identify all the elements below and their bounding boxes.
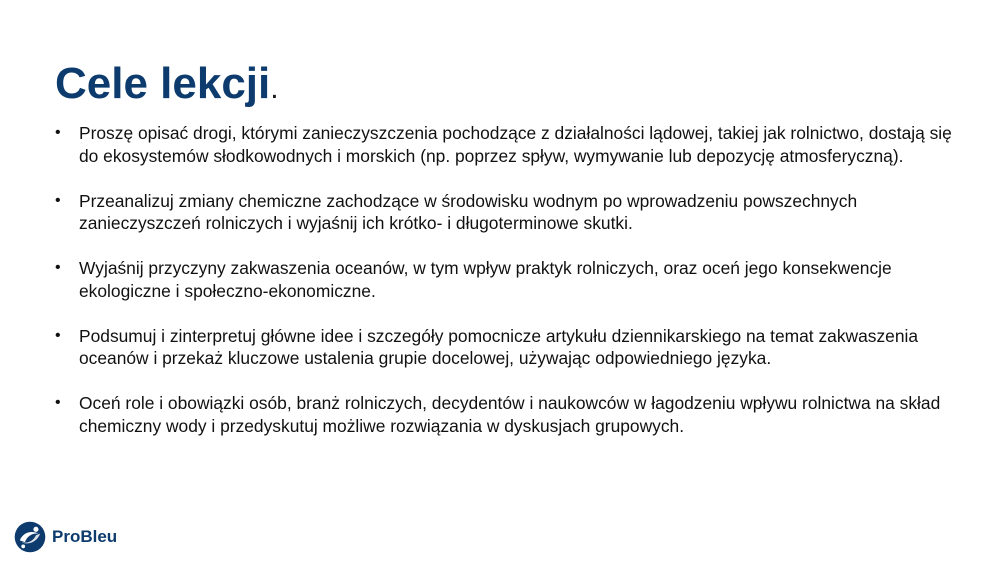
objective-item-4: • Podsumuj i zinterpretuj główne idee i szczegóły pomocnicze artykułu dziennikarskiego na temat zakwaszenia oceanów i przekaż kluczowe ustalenia grupie docelowej, używając odpowiedniego języka. — [55, 325, 965, 370]
objective-item-2: • Przeanalizuj zmiany chemiczne zachodzące w środowisku wodnym po wprowadzeniu powszechnych zanieczyszczeń rolniczych i wyjaśnij ich krótko- i długoterminowe skutki. — [55, 190, 965, 235]
objective-item-5: • Oceń role i obowiązki osób, branż rolniczych, decydentów i naukowców w łagodzeniu wpływu rolnictwa na skład chemiczny wody i przedyskutuj możliwe rozwiązania w dyskusjach grupowych. — [55, 392, 965, 437]
objective-item-1: • Proszę opisać drogi, którymi zanieczyszczenia pochodzące z działalności lądowej, takiej jak rolnictwo, dostają się do ekosystemów słodkowodnych i morskich (np. poprzez spływ, wymywanie lub depozycję atmosferyczną). — [55, 122, 965, 167]
probleu-logo-icon — [13, 520, 47, 554]
slide-title-period: . — [270, 72, 279, 105]
objectives-list — [55, 122, 965, 460]
slide-title — [55, 56, 279, 117]
objective-item-3: • Wyjaśnij przyczyny zakwaszenia oceanów, w tym wpływ praktyk rolniczych, oraz oceń jego konsekwencje ekologiczne i społeczno-ekonomiczne. — [55, 257, 965, 302]
probleu-logo — [13, 520, 117, 554]
slide-title-text: Cele lekcji — [55, 59, 271, 108]
logo-text: ProBleu — [52, 527, 118, 546]
